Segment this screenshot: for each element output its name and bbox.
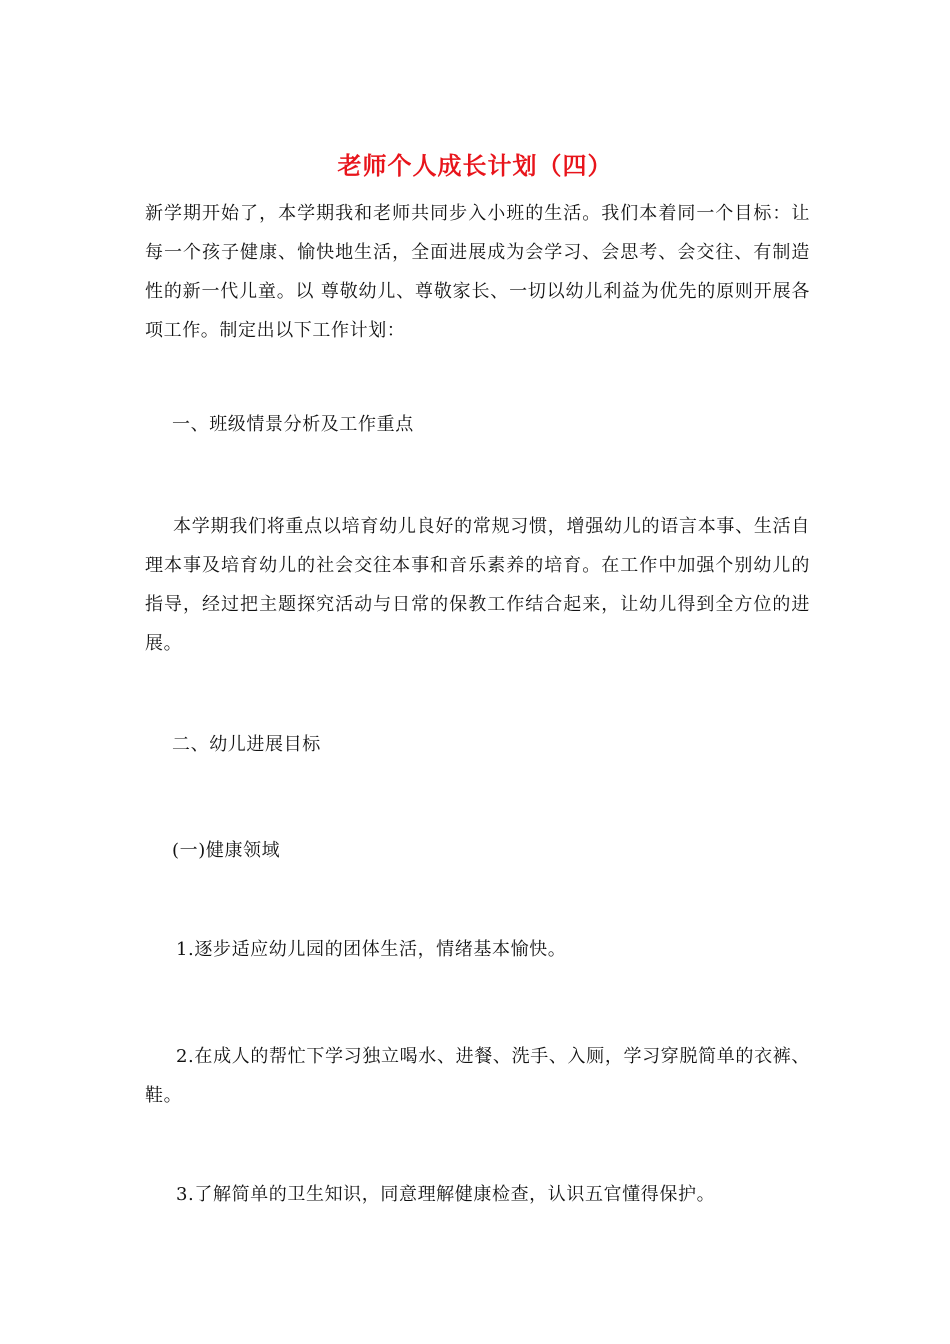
goal-item-1: 1.逐步适应幼儿园的团体生活，情绪基本愉快。	[176, 939, 567, 960]
section2-heading: 二、幼儿进展目标	[172, 734, 321, 755]
goal-item-2: 2.在成人的帮忙下学习独立喝水、进餐、洗手、入厕，学习穿脱简单的衣裤、鞋。	[145, 1046, 810, 1106]
section1-paragraph: 本学期我们将重点以培育幼儿良好的常规习惯，增强幼儿的语言本事、生活自理本事及培育幼儿的社会交往本事和音乐素养的培育。在工作中加强个别幼儿的指导，经过把主题探究活动与日常的保教工作结合起来，让幼儿得到全方位的进展。	[145, 516, 810, 654]
section1-heading: 一、班级情景分析及工作重点	[172, 414, 414, 435]
goal-item-3: 3.了解简单的卫生知识，同意理解健康检查，认识五官懂得保护。	[176, 1184, 716, 1205]
health-domain-heading: (一)健康领域	[172, 840, 281, 861]
document-title: 老师个人成长计划（四）	[337, 151, 613, 180]
intro-paragraph: 新学期开始了，本学期我和老师共同步入小班的生活。我们本着同一个目标：让每一个孩子健康、愉快地生活，全面进展成为会学习、会思考、会交往、有制造性的新一代儿童。以 尊敬幼儿、尊敬家长、一切以幼儿利益为优先的原则开展各项工作。制定出以下工作计划：	[145, 203, 810, 341]
